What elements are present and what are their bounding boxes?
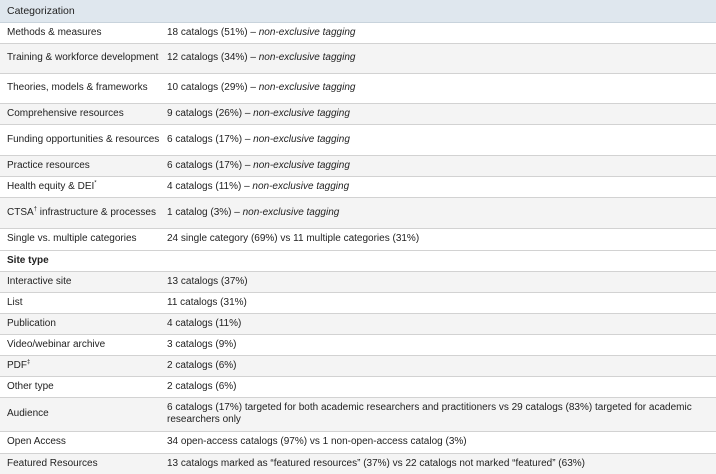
row-label: List xyxy=(0,292,160,313)
table-row xyxy=(0,431,716,453)
row-note: non-exclusive tagging xyxy=(258,26,356,38)
row-label: Interactive site xyxy=(0,271,160,292)
table-row xyxy=(0,355,716,376)
row-value: 11 catalogs (31%) xyxy=(160,292,716,313)
row-note: non-exclusive tagging xyxy=(253,107,350,119)
table-row xyxy=(0,43,716,73)
row-label: Practice resources xyxy=(0,155,160,176)
table-row xyxy=(0,22,716,43)
row-label: Publication xyxy=(0,313,160,334)
table-header-row xyxy=(0,0,716,22)
row-value: 13 catalogs (37%) xyxy=(160,271,716,292)
row-label: Health equity & DEI* xyxy=(0,176,160,197)
row-label: Featured Resources xyxy=(0,453,160,474)
section-heading: Site type xyxy=(0,250,716,271)
row-note: non-exclusive tagging xyxy=(258,52,356,63)
row-label: Other type xyxy=(0,376,160,397)
table-row xyxy=(0,73,716,103)
row-value: 4 catalogs (11%) – non-exclusive tagging xyxy=(160,176,716,197)
row-note: non-exclusive tagging xyxy=(242,206,340,218)
table-row xyxy=(0,176,716,197)
row-note: non-exclusive tagging xyxy=(253,159,350,171)
row-label: Single vs. multiple categories xyxy=(0,228,160,250)
row-value: 2 catalogs (6%) xyxy=(160,355,716,376)
table-row xyxy=(0,376,716,397)
row-note: non-exclusive tagging xyxy=(258,82,356,93)
footnote-marker: ‡ xyxy=(27,359,31,366)
table-row xyxy=(0,103,716,124)
table-row xyxy=(0,271,716,292)
table-row xyxy=(0,313,716,334)
row-value: 4 catalogs (11%) xyxy=(160,313,716,334)
row-value: 13 catalogs marked as “featured resources” (37%) vs 22 catalogs not marked “featured” (63%) xyxy=(160,453,716,474)
table-row xyxy=(0,155,716,176)
row-label: Theories, models & frameworks xyxy=(0,73,160,103)
row-label: Open Access xyxy=(0,431,160,453)
row-label: Methods & measures xyxy=(0,22,160,43)
footnote-marker: † xyxy=(33,206,38,213)
row-note: non-exclusive tagging xyxy=(253,133,350,145)
table-header-label: Categorization xyxy=(0,0,716,22)
table-row xyxy=(0,397,716,431)
row-label: Training & workforce development xyxy=(0,43,160,73)
row-label: CTSA† infrastructure & processes xyxy=(0,197,160,228)
footnote-marker: * xyxy=(94,180,97,187)
row-value: 24 single category (69%) vs 11 multiple categories (31%) xyxy=(160,228,716,250)
row-value: 6 catalogs (17%) – non-exclusive tagging xyxy=(160,155,716,176)
row-value: 2 catalogs (6%) xyxy=(160,376,716,397)
section-heading-row xyxy=(0,250,716,271)
table-row xyxy=(0,292,716,313)
table-row xyxy=(0,228,716,250)
row-value: 9 catalogs (26%) – non-exclusive tagging xyxy=(160,103,716,124)
row-value: 34 open-access catalogs (97%) vs 1 non-open-access catalog (3%) xyxy=(160,431,716,453)
table-row xyxy=(0,334,716,355)
row-value: 6 catalogs (17%) – non-exclusive tagging xyxy=(160,124,716,155)
row-value: 18 catalogs (51%) – non-exclusive tagging xyxy=(160,22,716,43)
row-value: 6 catalogs (17%) targeted for both academic researchers and practitioners vs 29 catalogs (83%) targeted for academic researchers only xyxy=(160,397,716,431)
table-row xyxy=(0,124,716,155)
row-label: Comprehensive resources xyxy=(0,103,160,124)
row-value: 10 catalogs (29%) – non-exclusive tagging xyxy=(160,73,716,103)
row-label: Video/webinar archive xyxy=(0,334,160,355)
row-label: PDF‡ xyxy=(0,355,160,376)
row-value: 3 catalogs (9%) xyxy=(160,334,716,355)
table-row xyxy=(0,453,716,474)
row-value: 1 catalog (3%) – non-exclusive tagging xyxy=(160,197,716,228)
row-note: non-exclusive tagging xyxy=(252,180,350,192)
row-label: Audience xyxy=(0,397,160,431)
row-value: 12 catalogs (34%) – non-exclusive tagging xyxy=(160,43,716,73)
row-label: Funding opportunities & resources xyxy=(0,124,160,155)
table-row xyxy=(0,197,716,228)
